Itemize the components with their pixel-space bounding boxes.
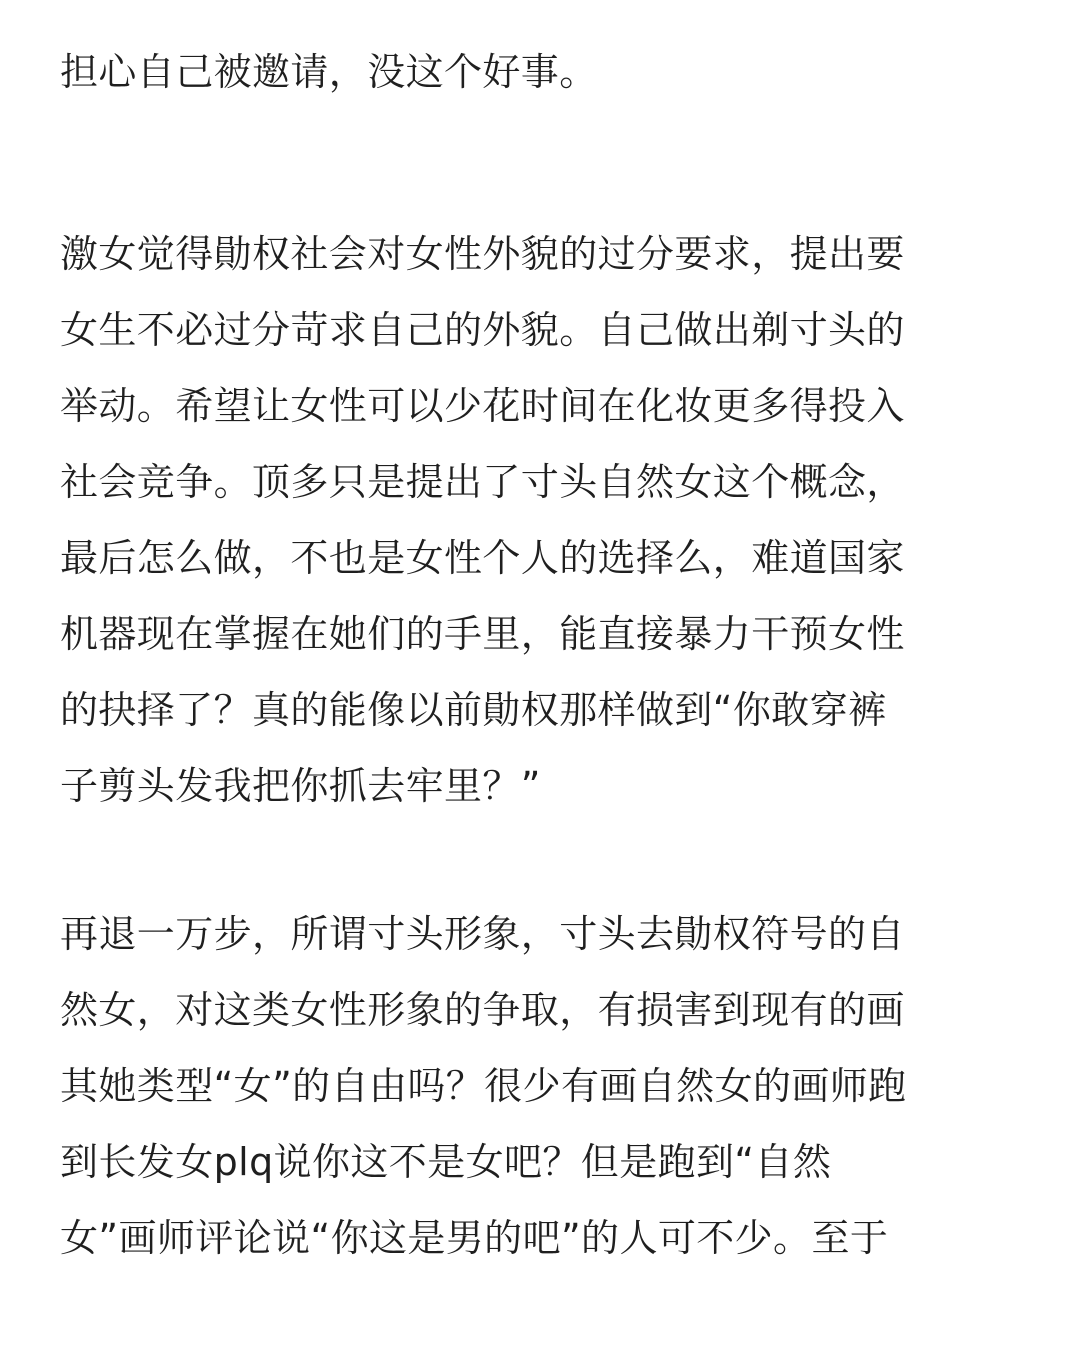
text-line: 到长发女plq说你这不是女吧？但是跑到“自然 (60, 1140, 832, 1184)
text-line: 社会竞争。顶多只是提出了寸头自然女这个概念， (60, 460, 905, 504)
text-line: 女”画师评论说“你这是男的吧”的人可不少。至于 (60, 1216, 889, 1260)
text-line: 子剪头发我把你抓去牢里？” (60, 764, 541, 808)
text-line: 女生不必过分苛求自己的外貌。自己做出剃寸头的 (60, 308, 905, 352)
text-line: 其她类型“女”的自由吗？很少有画自然女的画师跑 (60, 1064, 907, 1108)
paragraph-1 (60, 34, 1018, 110)
text-line: 的抉择了？真的能像以前勛权那样做到“你敢穿裤 (60, 688, 887, 732)
text-line: 举动。希望让女性可以少花时间在化妆更多得投入 (60, 384, 905, 428)
text-line: 然女，对这类女性形象的争取，有损害到现有的画 (60, 988, 905, 1032)
text-line: 激女觉得勛权社会对女性外貌的过分要求，提出要 (60, 232, 905, 276)
text-line: 再退一万步，所谓寸头形象，寸头去勛权符号的自 (60, 912, 905, 956)
text-line: 最后怎么做，不也是女性个人的选择么，难道国家 (60, 536, 905, 580)
paragraph-3 (60, 896, 1018, 1276)
paragraph-2 (60, 216, 1018, 824)
text-line: 担心自己被邀请，没这个好事。 (60, 50, 598, 94)
text-line: 机器现在掌握在她们的手里，能直接暴力干预女性 (60, 612, 905, 656)
